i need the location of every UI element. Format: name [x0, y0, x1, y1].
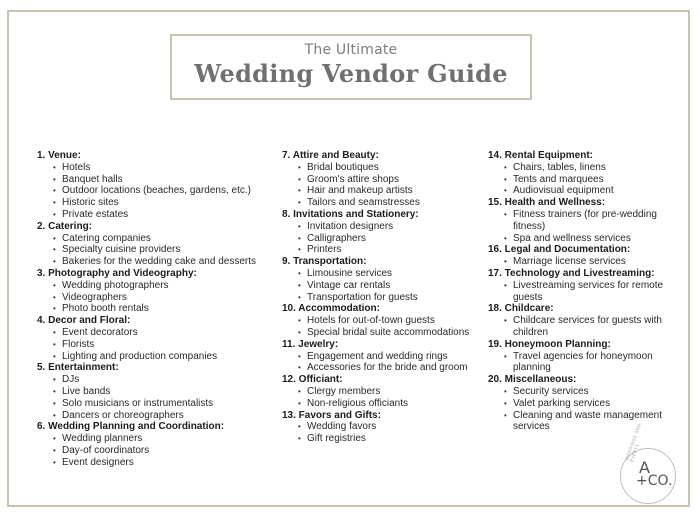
category-title: 14. Rental Equipment: — [488, 150, 594, 161]
title-box — [170, 34, 532, 100]
vendor-category — [282, 303, 482, 338]
category-items — [488, 315, 688, 339]
list-item: • Calligraphers — [282, 233, 482, 245]
list-item: • Tailors and seamstresses — [282, 197, 482, 209]
vendor-category — [488, 374, 688, 433]
page-title: Wedding Vendor Guide — [194, 59, 508, 88]
logo-ring-text: WEDDINGS AND EVENTS — [624, 422, 642, 463]
vendor-category — [282, 410, 482, 445]
column-1 — [37, 150, 267, 469]
list-item: • Gift registries — [282, 433, 482, 445]
list-item: • Spa and wellness services — [488, 233, 688, 245]
list-item: • Special bridal suite accommodations — [282, 327, 482, 339]
list-item: • Historic sites — [37, 197, 267, 209]
brand-logo — [620, 422, 676, 504]
list-item: • Hotels — [37, 162, 267, 174]
category-title: 13. Favors and Gifts: — [282, 409, 381, 421]
column-2 — [282, 150, 482, 445]
vendor-category — [282, 256, 482, 303]
list-item: • Limousine services — [282, 268, 482, 280]
category-title: 5. Entertainment: — [37, 362, 119, 374]
list-item: • Fitness trainers (for pre-wedding fitness) — [488, 209, 688, 233]
vendor-category — [37, 421, 267, 468]
vendor-category — [488, 303, 688, 338]
list-item: • Livestreaming services for remote guests — [488, 280, 688, 304]
category-items — [37, 233, 267, 268]
page-subtitle: The Ultimate — [304, 42, 398, 58]
vendor-category — [37, 315, 267, 362]
vendor-category — [282, 374, 482, 409]
category-items — [37, 280, 267, 315]
category-title: 3. Photography and Videography: — [37, 267, 197, 279]
list-item: • Security services — [488, 386, 688, 398]
list-item: • Specialty cuisine providers — [37, 244, 267, 256]
list-item: • Private estates — [37, 209, 267, 221]
list-item: • Chairs, tables, linens — [488, 162, 688, 174]
vendor-category — [488, 150, 688, 197]
vendor-category — [488, 197, 688, 244]
list-item: • Hair and makeup artists — [282, 185, 482, 197]
list-item: • Printers — [282, 244, 482, 256]
category-items — [282, 351, 482, 375]
list-item: • Wedding planners — [37, 433, 267, 445]
list-item: • Engagement and wedding rings — [282, 351, 482, 363]
list-item: • Florists — [37, 339, 267, 351]
vendor-category — [282, 209, 482, 256]
category-items — [488, 351, 688, 375]
category-title: 18. Childcare: — [488, 303, 554, 315]
category-title: 12. Officiant: — [282, 374, 343, 386]
category-items — [282, 315, 482, 339]
category-items — [282, 268, 482, 303]
list-item: • Dancers or choreographers — [37, 410, 267, 422]
logo-company: +CO. — [636, 473, 673, 489]
list-item: • Bridal boutiques — [282, 162, 482, 174]
category-title: 2. Catering: — [37, 220, 93, 232]
list-item: • Event decorators — [37, 327, 267, 339]
list-item: • Solo musicians or instrumentalists — [37, 398, 267, 410]
category-items — [488, 256, 688, 268]
list-item: • Tents and marquees — [488, 174, 688, 186]
list-item: • Hotels for out-of-town guests — [282, 315, 482, 327]
vendor-category — [37, 221, 267, 268]
category-items — [488, 280, 688, 304]
list-item: • Live bands — [37, 386, 267, 398]
list-item: • Clergy members — [282, 386, 482, 398]
column-3 — [488, 150, 688, 433]
vendor-category — [37, 268, 267, 315]
vendor-category — [282, 339, 482, 374]
list-item: • Valet parking services — [488, 398, 688, 410]
list-item: • DJs — [37, 374, 267, 386]
category-title: 6. Wedding Planning and Coordination: — [37, 421, 225, 433]
category-items — [37, 162, 267, 221]
list-item: • Bakeries for the wedding cake and desserts — [37, 256, 267, 268]
list-item: • Marriage license services — [488, 256, 688, 268]
list-item: • Event designers — [37, 457, 267, 469]
vendor-category — [488, 244, 688, 268]
logo-letter: A — [639, 458, 650, 477]
vendor-category — [488, 268, 688, 303]
vendor-category — [282, 150, 482, 209]
list-item: • Photo booth rentals — [37, 303, 267, 315]
list-item: • Non-religious officiants — [282, 398, 482, 410]
list-item: • Childcare services for guests with children — [488, 315, 688, 339]
category-title: 8. Invitations and Stationery: — [282, 208, 419, 220]
list-item: • Transportation for guests — [282, 292, 482, 304]
category-items — [488, 162, 688, 197]
list-item: • Audiovisual equipment — [488, 185, 688, 197]
list-item: • Day-of coordinators — [37, 445, 267, 457]
vendor-category — [37, 362, 267, 421]
vendor-category — [37, 150, 267, 221]
list-item: • Accessories for the bride and groom — [282, 362, 482, 374]
category-items — [282, 421, 482, 445]
category-title: 19. Honeymoon Planning: — [488, 338, 611, 350]
category-title: 1. Venue: — [37, 150, 81, 161]
category-title: 20. Miscellaneous: — [488, 374, 577, 386]
list-item: • Travel agencies for honeymoon planning — [488, 351, 688, 375]
list-item: • Catering companies — [37, 233, 267, 245]
category-title: 15. Health and Wellness: — [488, 197, 606, 209]
vendor-category — [488, 339, 688, 374]
category-title: 17. Technology and Livestreaming: — [488, 267, 655, 279]
list-item: • Wedding favors — [282, 421, 482, 433]
category-items — [37, 374, 267, 421]
category-items — [282, 221, 482, 256]
list-item: • Groom's attire shops — [282, 174, 482, 186]
category-items — [488, 386, 688, 433]
list-item: • Banquet halls — [37, 174, 267, 186]
category-items — [488, 209, 688, 244]
list-item: • Vintage car rentals — [282, 280, 482, 292]
category-items — [37, 327, 267, 362]
list-item: • Lighting and production companies — [37, 351, 267, 363]
category-title: 7. Attire and Beauty: — [282, 150, 379, 161]
category-title: 4. Decor and Floral: — [37, 315, 131, 327]
category-items — [282, 162, 482, 209]
category-title: 10. Accommodation: — [282, 303, 380, 315]
category-items — [282, 386, 482, 410]
list-item: • Outdoor locations (beaches, gardens, etc.) — [37, 185, 267, 197]
category-title: 16. Legal and Documentation: — [488, 244, 631, 256]
category-items — [37, 433, 267, 468]
list-item: • Videographers — [37, 292, 267, 304]
list-item: • Invitation designers — [282, 221, 482, 233]
list-item: • Cleaning and waste management services — [488, 410, 688, 434]
category-title: 9. Transportation: — [282, 256, 367, 268]
list-item: • Wedding photographers — [37, 280, 267, 292]
category-title: 11. Jewelry: — [282, 338, 339, 350]
